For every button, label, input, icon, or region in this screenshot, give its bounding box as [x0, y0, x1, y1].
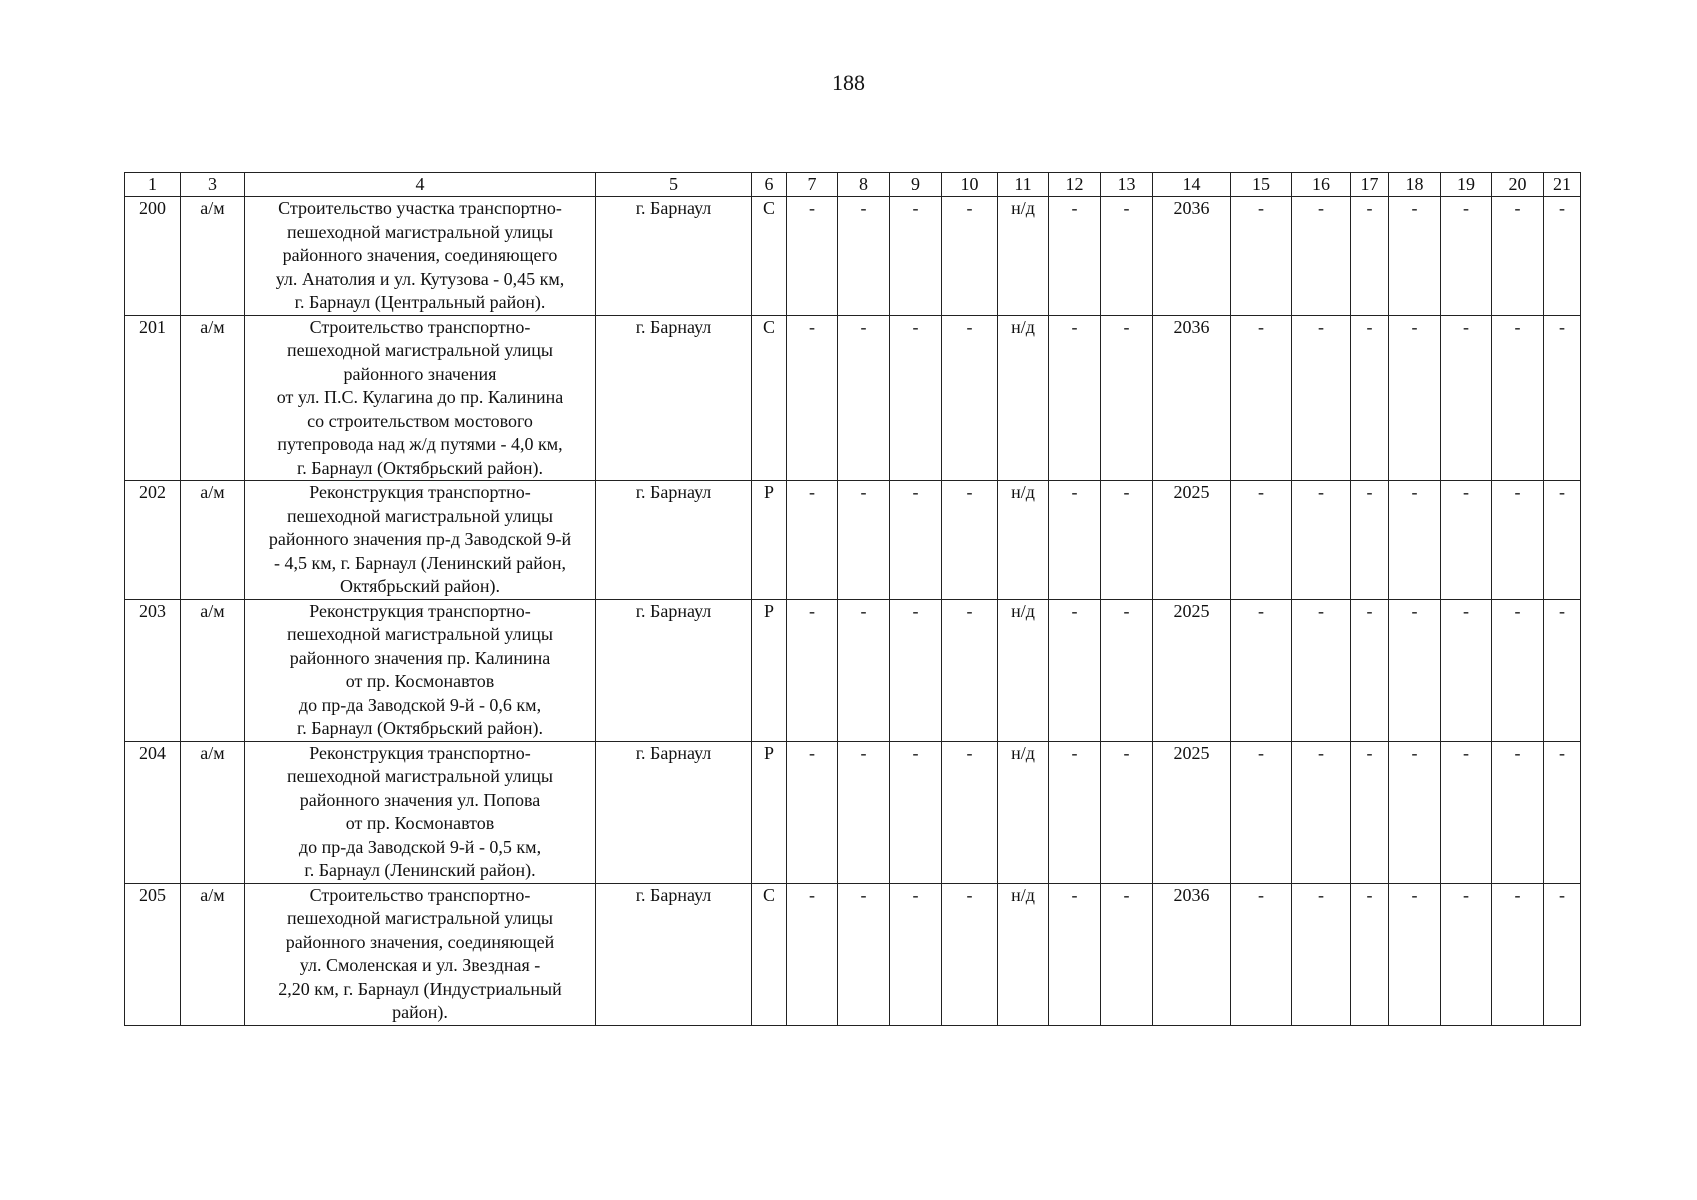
page-number: 188	[832, 70, 865, 95]
table-body	[125, 197, 1581, 1026]
table-cell: -	[1389, 197, 1441, 316]
table-cell: 201	[125, 315, 181, 481]
column-header: 5	[596, 173, 752, 197]
object-description-cell: Реконструкция транспортно- пешеходной магистральной улицы районного значения ул. Попова от пр. Космонавтов до пр-да Заводской 9-й - 0,5 км, г. Барнаул (Ленинский район).	[245, 741, 596, 883]
table-cell: Р	[752, 741, 787, 883]
table-cell: н/д	[998, 315, 1049, 481]
table-cell: -	[787, 481, 838, 600]
table-cell: -	[787, 599, 838, 741]
table-cell: н/д	[998, 197, 1049, 316]
table-cell: -	[1351, 741, 1389, 883]
table-cell: -	[1292, 883, 1351, 1025]
table-cell: 2036	[1153, 315, 1231, 481]
table-cell: -	[1101, 481, 1153, 600]
column-header: 6	[752, 173, 787, 197]
table-cell: -	[942, 315, 998, 481]
table-cell: 205	[125, 883, 181, 1025]
column-header: 14	[1153, 173, 1231, 197]
column-header: 4	[245, 173, 596, 197]
table-cell: -	[787, 883, 838, 1025]
table-cell: -	[1292, 197, 1351, 316]
table-cell: -	[1441, 481, 1492, 600]
table-cell: -	[1101, 883, 1153, 1025]
table-cell: -	[1292, 741, 1351, 883]
table-cell: -	[787, 315, 838, 481]
column-header: 12	[1049, 173, 1101, 197]
table-cell: 203	[125, 599, 181, 741]
table-cell: г. Барнаул	[596, 481, 752, 600]
table-cell: -	[787, 197, 838, 316]
table-cell: -	[1101, 197, 1153, 316]
table-cell: а/м	[181, 315, 245, 481]
column-header: 8	[838, 173, 890, 197]
table-cell: -	[1441, 315, 1492, 481]
table-cell: 2025	[1153, 741, 1231, 883]
column-header: 20	[1492, 173, 1544, 197]
table-cell: -	[838, 197, 890, 316]
table-cell: 2036	[1153, 197, 1231, 316]
column-header: 10	[942, 173, 998, 197]
table-cell: -	[1544, 883, 1581, 1025]
table-header-row	[125, 173, 1581, 197]
table-row	[125, 481, 1581, 600]
table-cell: -	[890, 481, 942, 600]
table-cell: -	[1231, 315, 1292, 481]
table-row	[125, 741, 1581, 883]
table-cell: н/д	[998, 599, 1049, 741]
object-description-cell: Строительство транспортно- пешеходной магистральной улицы районного значения от ул. П.С. Кулагина до пр. Калинина со строительством мостового путепровода над ж/д путями - 4,0 км, г. Барнаул (Октябрьский район).	[245, 315, 596, 481]
table-cell: г. Барнаул	[596, 315, 752, 481]
table-cell: -	[1492, 883, 1544, 1025]
table-cell: -	[1351, 883, 1389, 1025]
table-cell: 204	[125, 741, 181, 883]
table-row	[125, 315, 1581, 481]
table-cell: а/м	[181, 741, 245, 883]
table-cell: -	[1292, 315, 1351, 481]
table-cell: -	[1441, 197, 1492, 316]
object-description-cell: Реконструкция транспортно- пешеходной магистральной улицы районного значения пр. Калинина от пр. Космонавтов до пр-да Заводской 9-й - 0,6 км, г. Барнаул (Октябрьский район).	[245, 599, 596, 741]
table-cell: -	[1389, 481, 1441, 600]
table-cell: н/д	[998, 741, 1049, 883]
table-cell: -	[942, 883, 998, 1025]
table-cell: -	[1544, 481, 1581, 600]
table-cell: 2036	[1153, 883, 1231, 1025]
table-row	[125, 197, 1581, 316]
table-cell: 202	[125, 481, 181, 600]
table-cell: -	[1049, 481, 1101, 600]
table-cell: -	[1492, 197, 1544, 316]
table-cell: С	[752, 315, 787, 481]
table-cell: -	[1231, 481, 1292, 600]
column-header: 13	[1101, 173, 1153, 197]
table-cell: г. Барнаул	[596, 741, 752, 883]
table-cell: -	[942, 741, 998, 883]
table-cell: -	[1351, 197, 1389, 316]
table-cell: -	[1492, 315, 1544, 481]
column-header: 15	[1231, 173, 1292, 197]
table-cell: -	[1389, 741, 1441, 883]
table-cell: 2025	[1153, 481, 1231, 600]
table-cell: -	[1441, 599, 1492, 741]
table-cell: Р	[752, 599, 787, 741]
table-cell: -	[1049, 197, 1101, 316]
table-cell: -	[890, 883, 942, 1025]
column-header: 17	[1351, 173, 1389, 197]
table-cell: -	[942, 197, 998, 316]
table-cell: -	[838, 599, 890, 741]
table-cell: -	[838, 883, 890, 1025]
table-cell: С	[752, 883, 787, 1025]
table-cell: -	[1049, 883, 1101, 1025]
column-header: 9	[890, 173, 942, 197]
table-cell: -	[890, 315, 942, 481]
table-cell: -	[1544, 315, 1581, 481]
table-cell: С	[752, 197, 787, 316]
column-header: 18	[1389, 173, 1441, 197]
table-cell: -	[1389, 883, 1441, 1025]
table-row	[125, 883, 1581, 1025]
table-cell: н/д	[998, 883, 1049, 1025]
table-cell: -	[838, 741, 890, 883]
table-cell: а/м	[181, 197, 245, 316]
column-header: 1	[125, 173, 181, 197]
column-header: 7	[787, 173, 838, 197]
table-cell: -	[1441, 883, 1492, 1025]
column-header: 3	[181, 173, 245, 197]
table-cell: -	[1441, 741, 1492, 883]
table-cell: -	[1544, 599, 1581, 741]
column-header: 21	[1544, 173, 1581, 197]
table-cell: г. Барнаул	[596, 883, 752, 1025]
column-header: 16	[1292, 173, 1351, 197]
table-cell: г. Барнаул	[596, 599, 752, 741]
table-cell: 2025	[1153, 599, 1231, 741]
table-cell: -	[787, 741, 838, 883]
table-cell: -	[1389, 599, 1441, 741]
table-cell: -	[1231, 599, 1292, 741]
object-description-cell: Строительство транспортно- пешеходной магистральной улицы районного значения, соединяющей ул. Смоленская и ул. Звездная - 2,20 км, г. Барнаул (Индустриальный район).	[245, 883, 596, 1025]
table-cell: -	[890, 599, 942, 741]
table-cell: -	[1292, 481, 1351, 600]
object-description-cell: Строительство участка транспортно- пешеходной магистральной улицы районного значения, соединяющего ул. Анатолия и ул. Кутузова - 0,45 км, г. Барнаул (Центральный район).	[245, 197, 596, 316]
table-cell: -	[838, 315, 890, 481]
table-cell: а/м	[181, 599, 245, 741]
table-cell: -	[1049, 741, 1101, 883]
table-cell: -	[1292, 599, 1351, 741]
table-cell: -	[942, 599, 998, 741]
table-cell: -	[1101, 315, 1153, 481]
table-cell: -	[1492, 481, 1544, 600]
column-header: 11	[998, 173, 1049, 197]
column-header: 19	[1441, 173, 1492, 197]
table-cell: -	[1101, 741, 1153, 883]
table-cell: -	[890, 197, 942, 316]
table-cell: -	[890, 741, 942, 883]
table-cell: -	[1492, 741, 1544, 883]
table-cell: Р	[752, 481, 787, 600]
table-cell: 200	[125, 197, 181, 316]
table-cell: -	[1049, 315, 1101, 481]
object-description-cell: Реконструкция транспортно- пешеходной магистральной улицы районного значения пр-д Заводской 9-й - 4,5 км, г. Барнаул (Ленинский район, Октябрьский район).	[245, 481, 596, 600]
table-cell: -	[1231, 741, 1292, 883]
table-cell: -	[1544, 197, 1581, 316]
table-cell: а/м	[181, 883, 245, 1025]
table-row	[125, 599, 1581, 741]
table-cell: -	[1351, 481, 1389, 600]
table-cell: -	[1101, 599, 1153, 741]
table-cell: -	[1231, 883, 1292, 1025]
table-cell: -	[1389, 315, 1441, 481]
table-cell: г. Барнаул	[596, 197, 752, 316]
table-cell: -	[1544, 741, 1581, 883]
table-cell: н/д	[998, 481, 1049, 600]
table-cell: -	[1231, 197, 1292, 316]
table-cell: -	[1049, 599, 1101, 741]
table-cell: -	[1492, 599, 1544, 741]
table-cell: -	[1351, 315, 1389, 481]
objects-table	[124, 172, 1581, 1026]
table-cell: -	[1351, 599, 1389, 741]
table-cell: а/м	[181, 481, 245, 600]
table-cell: -	[838, 481, 890, 600]
table-cell: -	[942, 481, 998, 600]
